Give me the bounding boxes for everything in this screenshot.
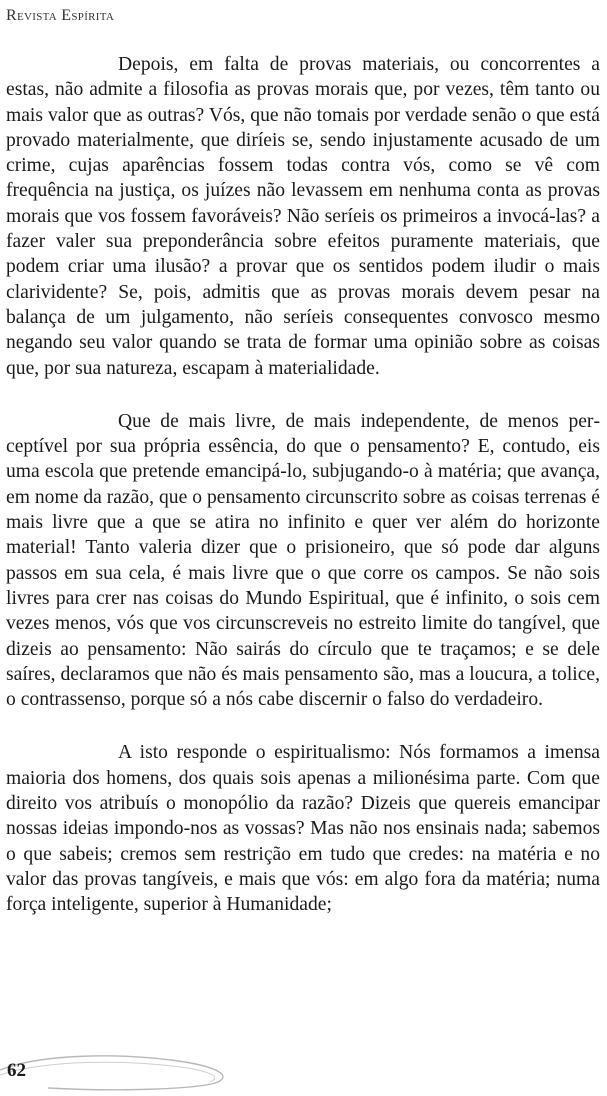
page-number: 62 (7, 1060, 26, 1081)
running-header: Revista Espírita (6, 7, 115, 24)
swoosh-ornament-icon (0, 1048, 250, 1096)
paragraph: A isto responde o espiritualismo: Nós formamos a imensa maioria dos homens, dos quais sois apenas a milionésima parte. Com que direito vos atribuís o monopólio da razão? Dizeis que quereis emancipar nossas ideias impondo-nos as vossas? Mas não nos ensinais nada; sabemos o que sabeis; cremos sem restrição em tudo que credes: na matéria e no valor das provas tangíveis, e mais que vós: em algo fora da matéria; numa força inteligente, superior à Humanidade; (6, 742, 600, 916)
paragraph: Depois, em falta de provas materiais, ou concorrentes a estas, não admite a filosofia as provas morais que, por vezes, têm tanto ou mais valor que as outras? Vós, que não tomais por verdade senão o que está provado materialmente, que diríeis se, sendo injustamente acusado de um crime, cujas aparências fossem todas contra vós, como se vê com frequência na justiça, os juízes não levassem em nenhuma conta as provas morais que vos fossem favoráveis? Não seríeis os primeiros a invocá-las? a fazer valer sua preponderância sobre efeitos puramente materiais, que podem criar uma ilusão? a provar que os sentidos podem iludir o mais clarividente? Se, pois, admitis que as provas morais devem pesar na balança de um julgamento, não seríeis consequentes convosco mesmo negando seu valor quando se trata de formar uma opinião sobre as coisas que, por sua natureza, escapam à materialidade. (6, 54, 600, 379)
page-footer (0, 1048, 250, 1096)
page-body (6, 52, 600, 945)
paragraph: Que de mais livre, de mais independente, de menos perceptível por sua própria essência, do que o pensamento? E, contudo, eis uma escola que pretende emancipá-lo, subjugando-o à matéria; que avança, em nome da razão, que o pensamento circunscrito sobre as coisas terrenas é mais livre que a que se atira no infinito e quer ver além do horizonte material! Tanto valeria dizer que o prisioneiro, que só pode dar alguns passos em sua cela, é mais livre que o que corre os campos. Se não sois livres para crer nas coisas do Mundo Espiritual, que é infinito, o sois cem vezes menos, vós que vos circunscreveis no estreito limite do tangível, que dizeis ao pensamento: Não sairás do círculo que te traçamos; e se dele saíres, declaramos que não és mais pensamento são, mas a loucura, a tolice, o contrassenso, porque só a nós cabe discernir o falso do verdadeiro. (6, 410, 600, 711)
